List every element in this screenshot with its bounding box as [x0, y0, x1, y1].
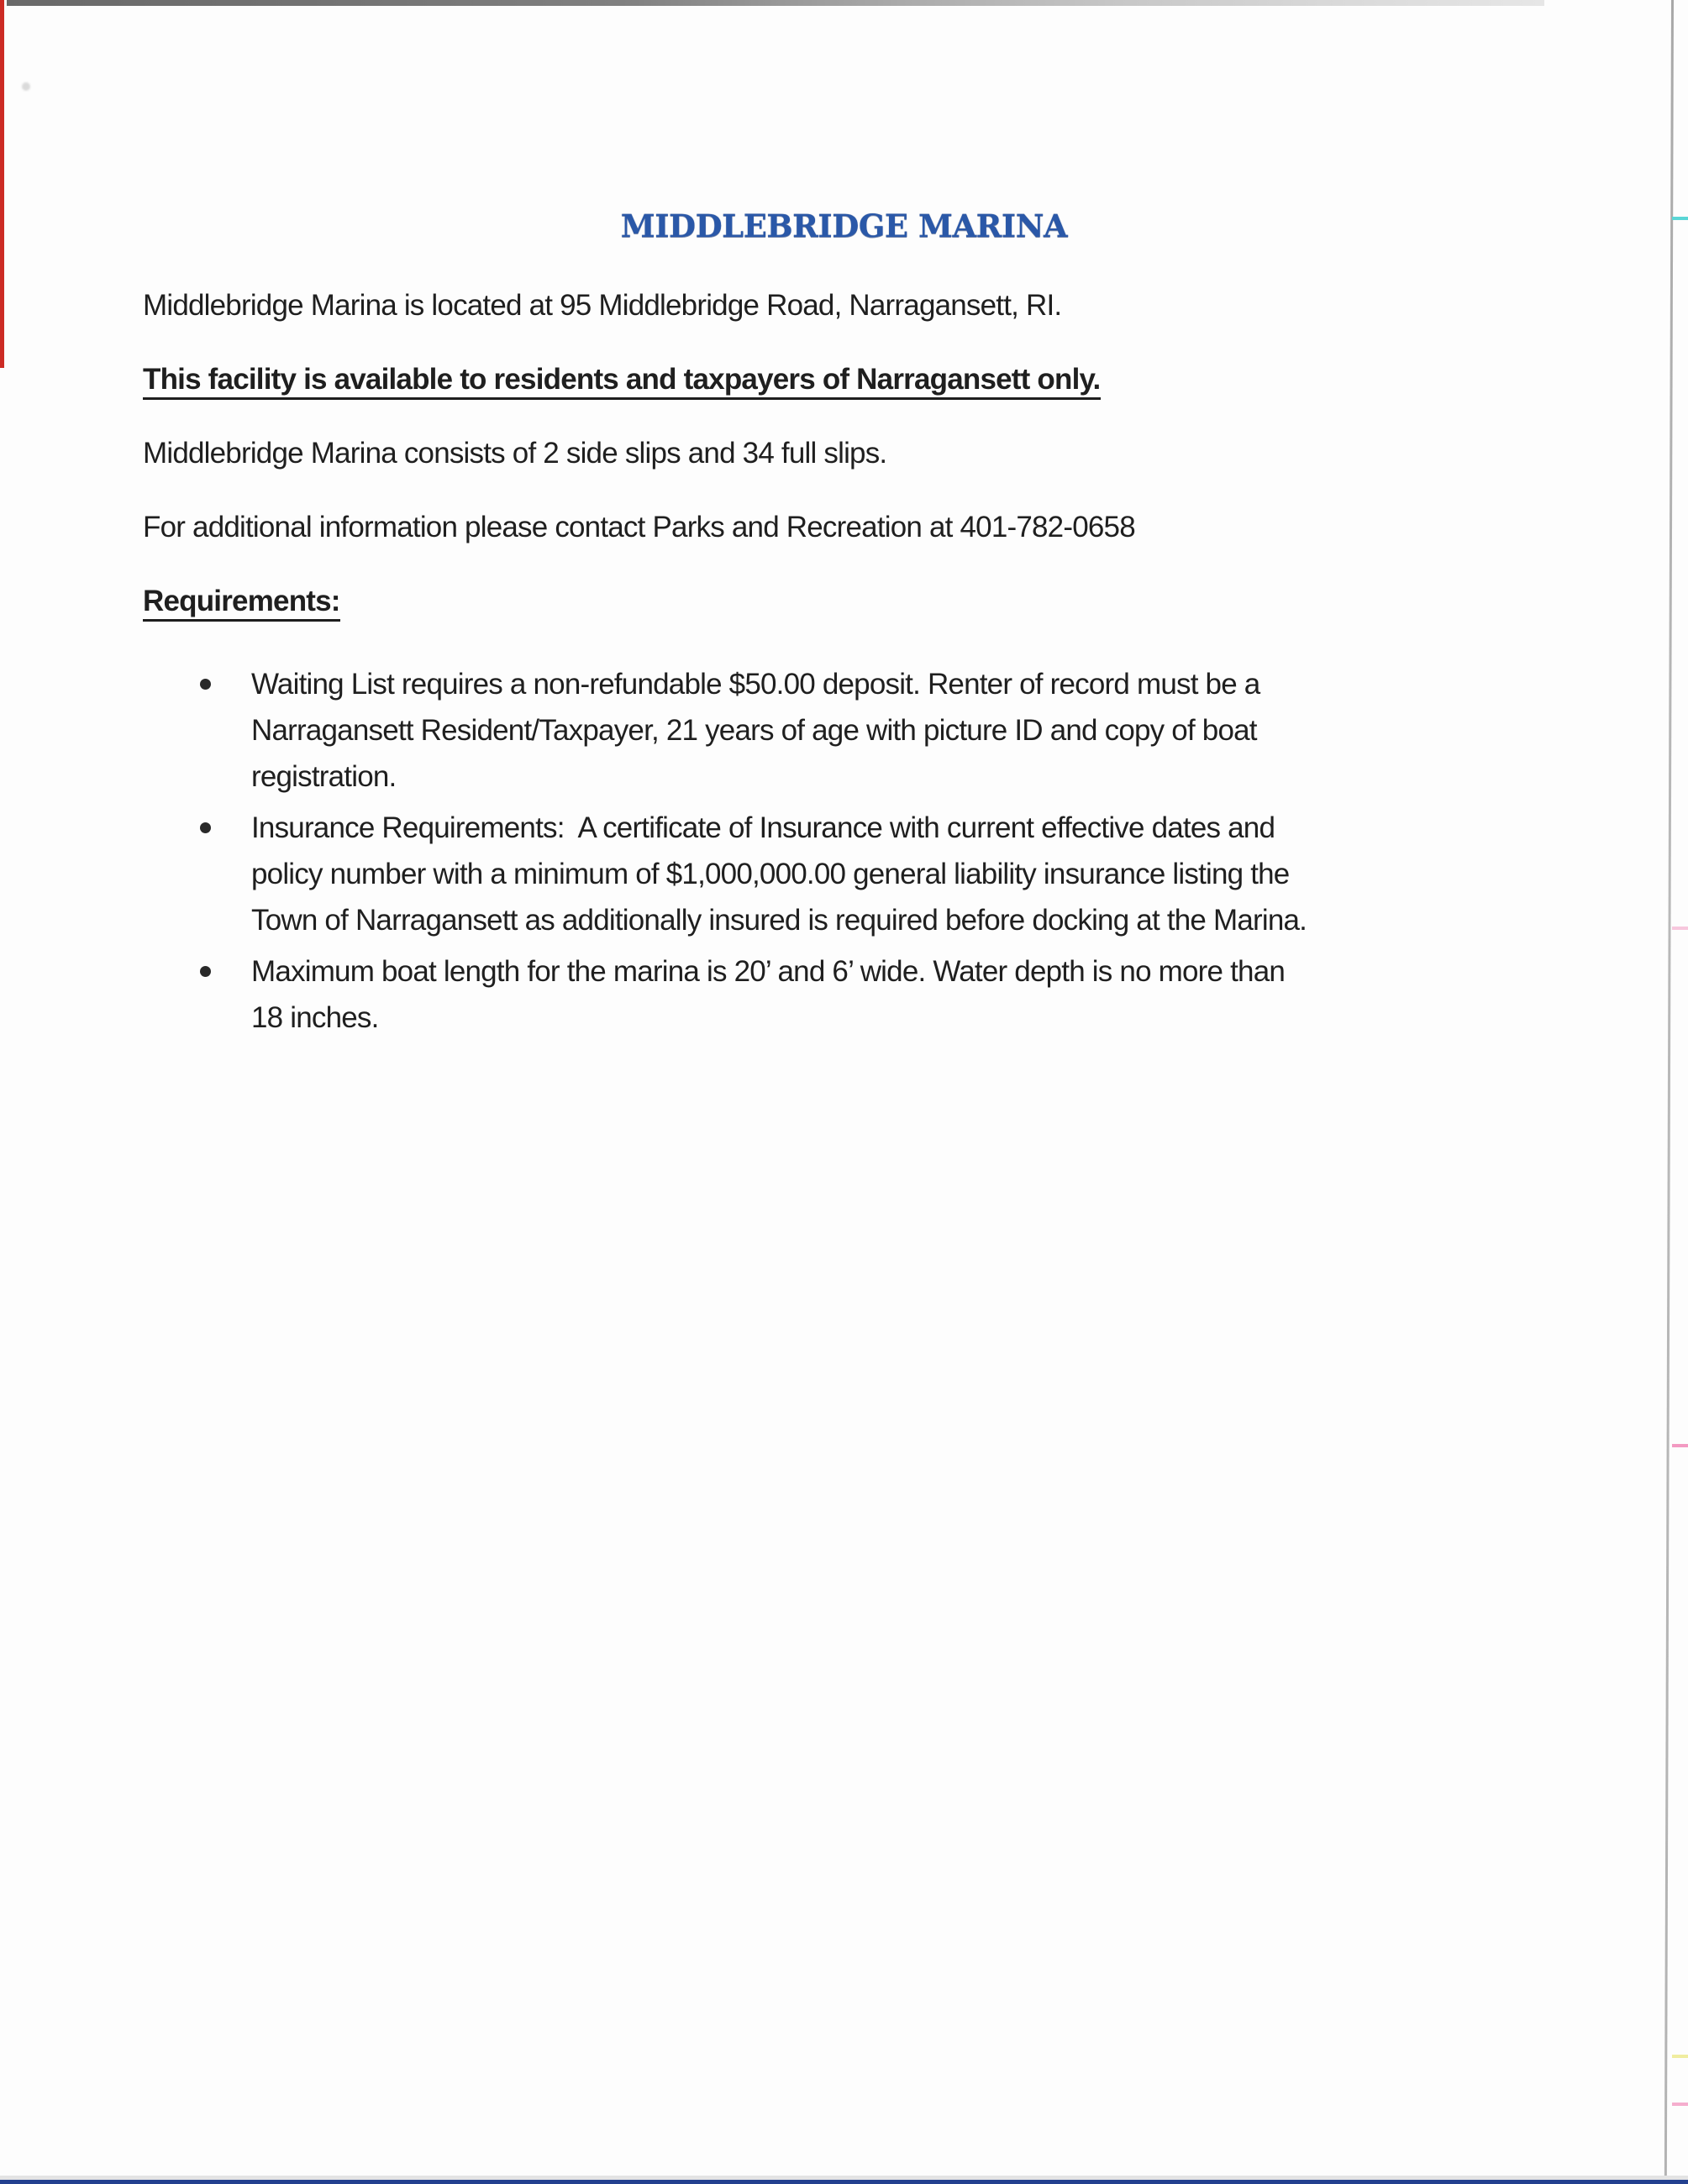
bullet-icon [200, 966, 211, 977]
document-title: MIDDLEBRIDGE MARINA [620, 207, 1068, 244]
bullet-line: 18 inches. [251, 1001, 379, 1034]
paragraph-location: Middlebridge Marina is located at 95 Middlebridge Road, Narragansett, RI. [143, 289, 1062, 322]
scan-registration-tick-pink [1672, 1444, 1688, 1447]
document-content [0, 0, 1688, 1046]
bullet-item-waiting-list [200, 661, 1688, 800]
bullet-text [251, 661, 1259, 800]
bullet-item-boat-size [200, 948, 1688, 1041]
scan-registration-tick-yellow [1672, 2055, 1688, 2058]
bullet-line: Insurance Requirements: A certificate of Insurance with current effective dates and [251, 811, 1275, 844]
bullet-line: Town of Narragansett as additionally insured is required before docking at the Marina. [251, 904, 1307, 937]
bullet-item-insurance [200, 805, 1688, 943]
bullet-line: Waiting List requires a non-refundable $50.00 deposit. Renter of record must be a [251, 668, 1260, 701]
paragraph-contact: For additional information please contact Parks and Recreation at 401-782-0658 [143, 511, 1135, 543]
requirements-heading [143, 579, 1688, 623]
scan-bottom-blue-edge-line [0, 2180, 1688, 2184]
bullet-line: policy number with a minimum of $1,000,000.00 general liability insurance listing the [251, 858, 1290, 890]
requirements-heading-text: Requirements: [143, 585, 340, 622]
bullet-icon [200, 822, 211, 833]
bullet-icon [200, 679, 211, 690]
requirements-list [0, 661, 1688, 1041]
paragraph-slips: Middlebridge Marina consists of 2 side slips and 34 full slips. [143, 437, 887, 470]
bullet-line: Narragansett Resident/Taxpayer, 21 years of age with picture ID and copy of boat [251, 714, 1257, 747]
residents-notice-text: This facility is available to residents and taxpayers of Narragansett only. [143, 363, 1101, 400]
paragraph-residents-notice [143, 357, 1688, 402]
bullet-text [251, 805, 1307, 943]
bullet-text [251, 948, 1285, 1041]
bullet-line: registration. [251, 760, 397, 793]
scan-registration-tick-pink [1672, 2103, 1688, 2106]
bullet-line: Maximum boat length for the marina is 20’ and 6’ wide. Water depth is no more than [251, 955, 1286, 988]
